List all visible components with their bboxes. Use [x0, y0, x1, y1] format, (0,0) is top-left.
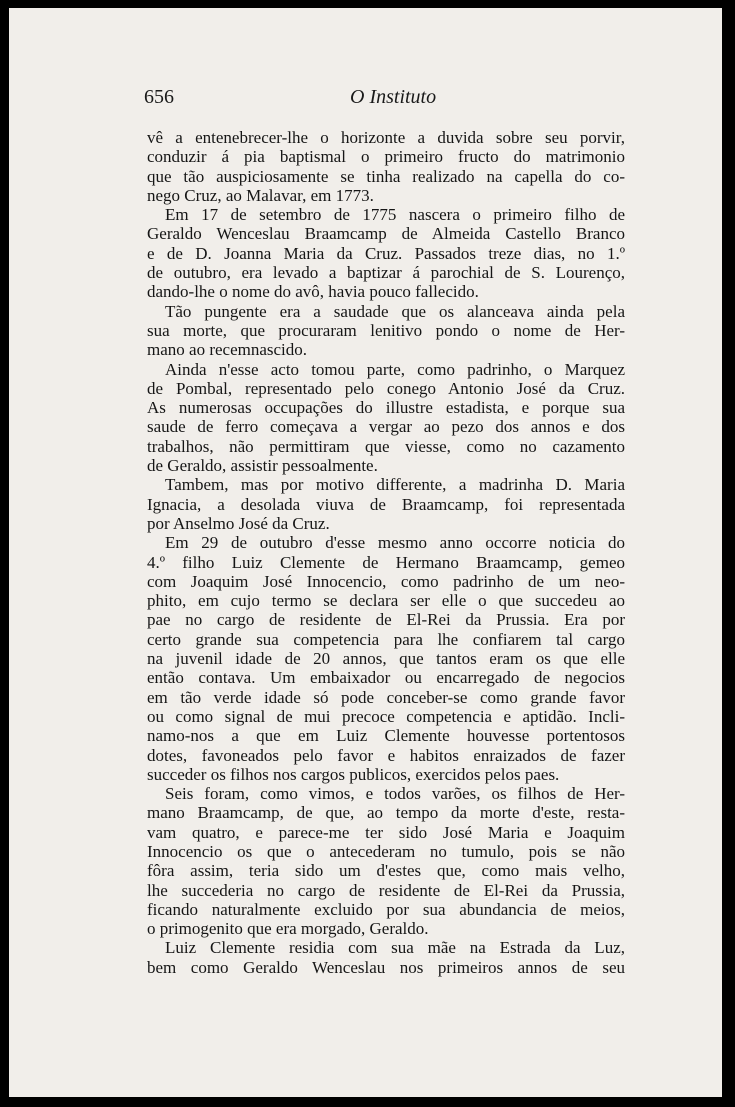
text-line: namo-nos a que em Luiz Clemente houvesse portentosos: [147, 726, 625, 746]
text-line: Ainda n'esse acto tomou parte, como padrinho, o Marquez: [165, 359, 625, 379]
text-line: pae no cargo de residente de El-Rei da Prussia. Era por: [147, 610, 625, 630]
text-line: nego Cruz, ao Malavar, em 1773.: [147, 185, 374, 205]
text-line: As numerosas occupações do illustre estadista, e porque sua: [147, 398, 625, 418]
text-line: saude de ferro começava a vergar ao pezo dos annos e dos: [147, 417, 625, 437]
text-line: ficando naturalmente excluido por sua abundancia de meios,: [147, 899, 625, 919]
text-line: com Joaquim José Innocencio, como padrinho de um neo-: [147, 571, 625, 591]
text-line: Innocencio os que o antecederam no tumulo, pois se não: [147, 841, 625, 861]
text-line: vam quatro, e parece-me ter sido José Maria e Joaquim: [147, 822, 625, 842]
text-line: e de D. Joanna Maria da Cruz. Passados treze dias, no 1.º: [147, 243, 625, 263]
text-line: certo grande sua competencia para lhe confiarem tal cargo: [147, 629, 625, 649]
text-line: Seis foram, como vimos, e todos varões, os filhos de Her-: [165, 784, 625, 804]
text-line: Tambem, mas por motivo differente, a madrinha D. Maria: [165, 475, 625, 495]
text-line: phito, em cujo termo se declara ser elle o que succedeu ao: [147, 591, 625, 611]
text-line: Geraldo Wenceslau Braamcamp de Almeida Castello Branco: [147, 224, 625, 244]
text-line: 4.º filho Luiz Clemente de Hermano Braamcamp, gemeo: [147, 552, 625, 572]
text-line: o primogenito que era morgado, Geraldo.: [147, 919, 429, 939]
text-line: por Anselmo José da Cruz.: [147, 513, 330, 533]
text-line: Tão pungente era a saudade que os alanceava ainda pela: [165, 301, 625, 321]
page-header: [9, 86, 722, 116]
text-line: na juvenil idade de 20 annos, que tantos eram os que elle: [147, 649, 625, 669]
page-number: 656: [144, 86, 174, 108]
text-line: fôra assim, teria sido um d'estes que, como mais velho,: [147, 861, 625, 881]
text-line: mano Braamcamp, de que, ao tempo da morte d'este, resta-: [147, 803, 625, 823]
text-line: Em 17 de setembro de 1775 nascera o primeiro filho de: [165, 205, 625, 225]
text-line: em tão verde idade só pode conceber-se como grande favor: [147, 687, 625, 707]
text-line: dando-lhe o nome do avô, havia pouco fallecido.: [147, 282, 479, 302]
running-title: O Instituto: [350, 86, 437, 108]
text-line: então contava. Um embaixador ou encarregado de negocios: [147, 668, 625, 688]
text-line: de Pombal, representado pelo conego Antonio José da Cruz.: [147, 378, 625, 398]
text-line: de outubro, era levado a baptizar á parochial de S. Lourenço,: [147, 263, 625, 283]
text-line: lhe succederia no cargo de residente de El-Rei da Prussia,: [147, 880, 625, 900]
text-line: Em 29 de outubro d'esse mesmo anno occorre noticia do: [165, 533, 625, 553]
body-text: [147, 128, 625, 977]
text-line: que tão auspiciosamente se tinha realizado na capella do co-: [147, 166, 625, 186]
text-line: sua morte, que procuraram lenitivo pondo o nome de Her-: [147, 320, 625, 340]
text-line: Luiz Clemente residia com sua mãe na Estrada da Luz,: [165, 938, 625, 958]
text-line: succeder os filhos nos cargos publicos, exercidos pelos paes.: [147, 764, 560, 784]
text-line: de Geraldo, assistir pessoalmente.: [147, 456, 378, 476]
text-line: vê a entenebrecer-lhe o horizonte a duvida sobre seu porvir,: [147, 128, 625, 147]
text-line: dotes, favoneados pelo favor e habitos enraizados de fazer: [147, 745, 625, 765]
text-line: ou como signal de mui precoce competencia e aptidão. Incli-: [147, 706, 625, 726]
text-line: bem como Geraldo Wenceslau nos primeiros annos de seu: [147, 957, 625, 977]
text-line: conduzir á pia baptismal o primeiro fructo do matrimonio: [147, 147, 625, 167]
text-line: Ignacia, a desolada viuva de Braamcamp, foi representada: [147, 494, 625, 514]
text-line: trabalhos, não permittiram que viesse, como no cazamento: [147, 436, 625, 456]
text-line: mano ao recemnascido.: [147, 340, 308, 360]
book-page: [9, 8, 722, 1097]
